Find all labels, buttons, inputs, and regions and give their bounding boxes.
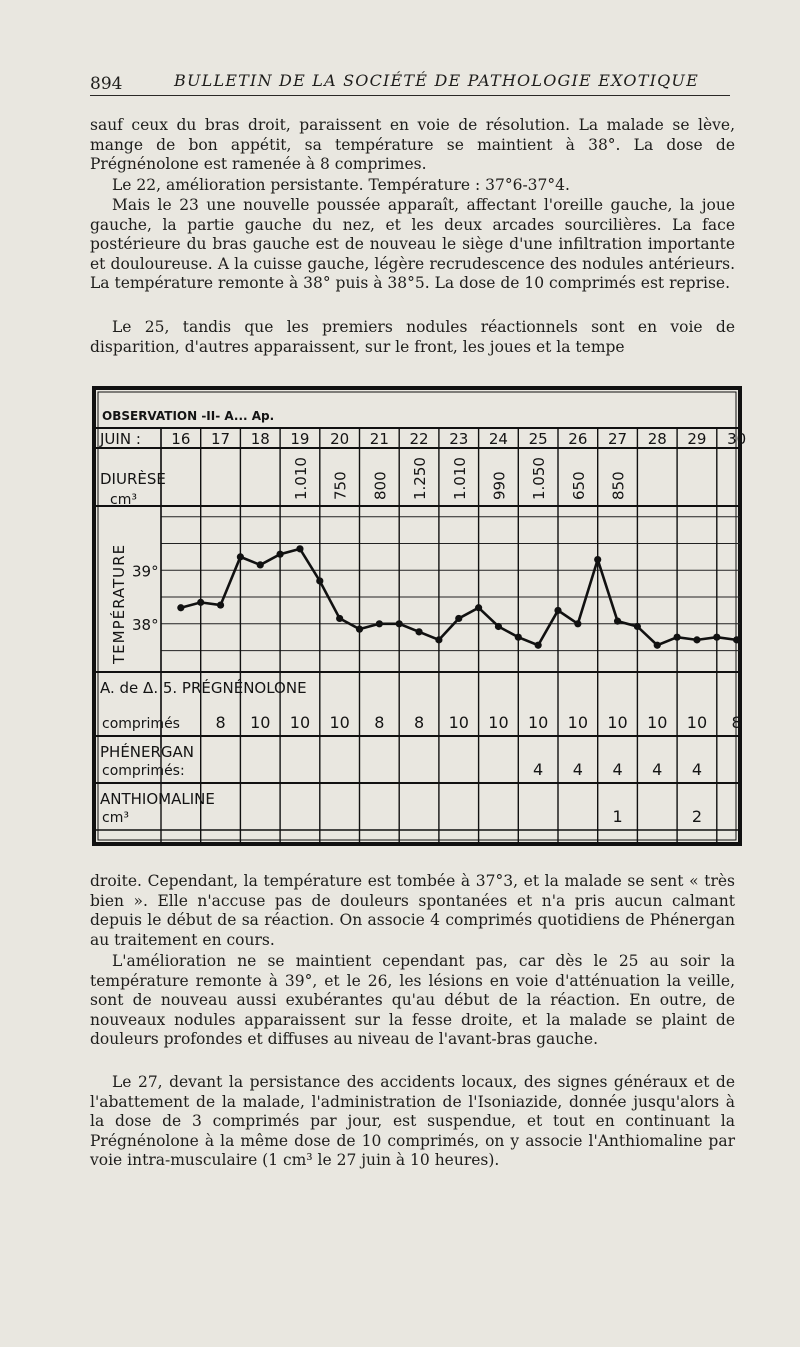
treatment-row-value: 10 xyxy=(607,713,628,732)
day-label: 27 xyxy=(608,430,628,448)
diurese-value: 1.010 xyxy=(450,457,469,500)
temperature-point xyxy=(574,620,581,627)
treatment-row-sublabel: cm³ xyxy=(102,810,129,826)
day-label: 21 xyxy=(369,430,389,448)
temperature-point xyxy=(515,634,522,641)
running-title: BULLETIN DE LA SOCIÉTÉ DE PATHOLOGIE EXOTIQUE xyxy=(174,71,699,90)
temperature-point xyxy=(217,601,224,608)
temperature-point xyxy=(455,615,462,622)
treatment-row-label: A. de Δ. 5. PRÉGNÉNOLONE xyxy=(100,679,307,697)
temperature-point xyxy=(296,545,303,552)
day-label: 30 xyxy=(727,430,747,448)
temperature-point xyxy=(336,615,343,622)
temperature-tick-label: 39° xyxy=(132,562,159,581)
diurese-value: 750 xyxy=(331,471,350,500)
diurese-label: DIURÈSE xyxy=(100,470,166,488)
chart-title: OBSERVATION -II- A... Ap. xyxy=(102,409,275,423)
day-label: 16 xyxy=(171,430,191,448)
treatment-row-value: 10 xyxy=(527,713,549,732)
diurese-value: 1.050 xyxy=(530,457,549,500)
diurese-value: 650 xyxy=(569,471,588,500)
day-label: 29 xyxy=(687,430,707,448)
temperature-label: TEMPÉRATURE xyxy=(110,543,128,664)
paragraph-top-4: Le 25, tandis que les premiers nodules réactionnels sont en voie de disparition, d'autres apparaissent, sur le front, les joues et la tempe xyxy=(90,318,735,356)
temperature-point xyxy=(435,636,442,643)
day-label: 19 xyxy=(290,430,310,448)
treatment-row-value: 2 xyxy=(691,807,703,826)
temperature-tick-label: 38° xyxy=(132,615,159,634)
day-label: 18 xyxy=(250,430,270,448)
treatment-row-value: 4 xyxy=(533,760,544,779)
treatment-row-label: PHÉNERGAN xyxy=(100,743,195,761)
treatment-row-value: 10 xyxy=(647,713,668,732)
treatment-row-value: 4 xyxy=(652,760,663,779)
chart-frame xyxy=(94,388,740,844)
temperature-point xyxy=(177,604,184,611)
treatment-row-value: 4 xyxy=(572,760,583,779)
temperature-point xyxy=(693,636,700,643)
temperature-point xyxy=(495,623,502,630)
page-header xyxy=(90,68,740,94)
temperature-point xyxy=(237,553,244,560)
diurese-value: 800 xyxy=(371,471,390,500)
treatment-row-value: 8 xyxy=(413,713,425,732)
treatment-row-sublabel: comprimés: xyxy=(102,763,185,779)
treatment-row-sublabel: comprimés xyxy=(102,716,180,732)
temperature-point xyxy=(277,551,284,558)
treatment-row-value: 1 xyxy=(612,807,623,826)
temperature-point xyxy=(356,626,363,633)
treatment-row-value: 4 xyxy=(612,760,623,779)
paragraph-top-3: Mais le 23 une nouvelle poussée apparaît, affectant l'oreille gauche, la joue gauche, la partie gauche du nez, et les deux arcades sourcilières. La face postérieure du bras gauche est de nouveau le siège d'une infiltration importante et douloureuse. A la cuisse gauche, légère recrudescence des nodules antérieurs. La température remonte à 38° puis à 38°5. La dose de 10 comprimés est reprise. xyxy=(90,196,735,293)
temperature-point xyxy=(654,642,661,649)
treatment-row-label: ANTHIOMALINE xyxy=(100,790,215,808)
observation-chart xyxy=(88,384,752,850)
treatment-row-value: 8 xyxy=(731,713,742,732)
temperature-point xyxy=(733,636,740,643)
day-label: 26 xyxy=(568,430,588,448)
diurese-value: 990 xyxy=(490,471,509,500)
treatment-row-value: 10 xyxy=(329,713,350,732)
paragraph-top-2: Le 22, amélioration persistante. Température : 37°6-37°4. xyxy=(112,176,570,194)
temperature-point xyxy=(713,634,720,641)
page-number: 894 xyxy=(90,74,123,94)
temperature-point xyxy=(257,561,264,568)
temperature-point xyxy=(376,620,383,627)
diurese-value: 1.010 xyxy=(291,457,310,500)
treatment-row-value: 10 xyxy=(289,713,311,732)
temperature-point xyxy=(554,607,561,614)
day-label: 20 xyxy=(330,430,350,448)
month-label: JUIN : xyxy=(100,430,141,448)
temperature-point xyxy=(396,620,403,627)
day-label: 24 xyxy=(488,430,508,448)
diurese-value: 1.250 xyxy=(411,457,430,500)
temperature-point xyxy=(594,556,601,563)
day-label: 28 xyxy=(647,430,667,448)
paragraph-bottom-1: droite. Cependant, la température est tombée à 37°3, et la malade se sent « très bien ». Elle n'accuse pas de douleurs spontanées et n'a pris aucun calmant depuis le début de sa réaction. On associe 4 comprimés quotidiens de Phénergan au traitement en cours. xyxy=(90,872,735,949)
temperature-point xyxy=(316,577,323,584)
treatment-row-value: 10 xyxy=(448,713,469,732)
paragraph-bottom-2: L'amélioration ne se maintient cependant pas, car dès le 25 au soir la température remonte à 39°, et le 26, les lésions en voie d'atténuation la veille, sont de nouveau aussi exubérantes qu'au début de la réaction. En outre, de nouveaux nodules apparaissent sur la fesse droite, et la malade se plaint de douleurs profondes et diffuses au niveau de l'avant-bras gauche. xyxy=(90,952,735,1049)
treatment-row-value: 8 xyxy=(215,713,226,732)
temperature-point xyxy=(197,599,204,606)
diurese-unit: cm³ xyxy=(110,492,137,508)
diurese-value: 850 xyxy=(609,471,628,500)
day-label: 23 xyxy=(449,430,469,448)
treatment-row-value: 4 xyxy=(691,760,703,779)
temperature-point xyxy=(535,642,542,649)
treatment-row-value: 10 xyxy=(567,713,589,732)
day-label: 17 xyxy=(211,430,231,448)
paragraph-top-1: sauf ceux du bras droit, paraissent en voie de résolution. La malade se lève, mange de bon appétit, sa température se maintient à 38°. La dose de Prégnénolone est ramenée à 8 comprimes. xyxy=(90,116,735,174)
header-rule xyxy=(90,95,730,96)
temperature-point xyxy=(415,628,422,635)
paragraph-bottom-3: Le 27, devant la persistance des accidents locaux, des signes généraux et de l'abattement de la malade, l'administration de l'Isoniazide, donnée jusqu'alors à la dose de 3 comprimés par jour, est suspendue, et tout en continuant la Prégnénolone à la même dose de 10 comprimés, on y associe l'Anthiomaline par voie intra-musculaire (1 cm³ le 27 juin à 10 heures). xyxy=(90,1073,735,1170)
temperature-point xyxy=(674,634,681,641)
treatment-row-value: 8 xyxy=(374,713,385,732)
treatment-row-value: 10 xyxy=(250,713,271,732)
temperature-point xyxy=(614,618,621,625)
day-label: 25 xyxy=(528,430,548,448)
day-label: 22 xyxy=(409,430,429,448)
treatment-row-value: 10 xyxy=(488,713,509,732)
temperature-point xyxy=(475,604,482,611)
treatment-row-value: 10 xyxy=(686,713,708,732)
temperature-point xyxy=(634,623,641,630)
